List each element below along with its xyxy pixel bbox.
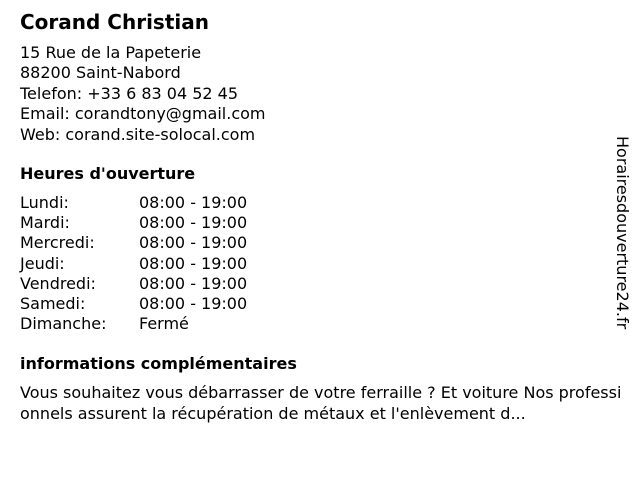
day-label: Vendredi: bbox=[20, 273, 96, 293]
time-value: 08:00 - 19:00 bbox=[139, 273, 248, 293]
time-value: 08:00 - 19:00 bbox=[139, 293, 248, 313]
day-label: Mercredi: bbox=[20, 233, 95, 253]
contact-block bbox=[20, 43, 266, 145]
phone-line: Telefon: +33 6 83 04 52 45 bbox=[20, 83, 239, 103]
time-value: 08:00 - 19:00 bbox=[139, 193, 248, 212]
business-description: Vous souhaitez vous débarrasser de votre ferraille ? Et voiture Nos professionnels assurent la récupération de métaux et l'enlèvement d... bbox=[20, 383, 622, 423]
address-city: 88200 Saint-Nabord bbox=[20, 63, 181, 83]
website-line: Web: corand.site-solocal.com bbox=[20, 124, 256, 144]
day-label: Lundi: bbox=[20, 193, 69, 212]
day-label: Mardi: bbox=[20, 213, 70, 233]
time-value: 08:00 - 19:00 bbox=[139, 233, 248, 253]
day-label: Jeudi: bbox=[20, 253, 65, 273]
site-watermark: Horairesdouverture24.fr bbox=[613, 136, 632, 330]
additional-info-heading: informations complémentaires bbox=[20, 354, 297, 373]
opening-hours-heading: Heures d'ouverture bbox=[20, 164, 196, 183]
time-value: 08:00 - 19:00 bbox=[139, 213, 248, 233]
day-label: Dimanche: bbox=[20, 314, 107, 334]
email-line: Email: corandtony@gmail.com bbox=[20, 104, 266, 124]
business-name: Corand Christian bbox=[20, 10, 209, 34]
address-street: 15 Rue de la Papeterie bbox=[20, 43, 202, 62]
time-value: Fermé bbox=[139, 314, 189, 334]
time-value: 08:00 - 19:00 bbox=[139, 253, 248, 273]
day-label: Samedi: bbox=[20, 293, 86, 313]
